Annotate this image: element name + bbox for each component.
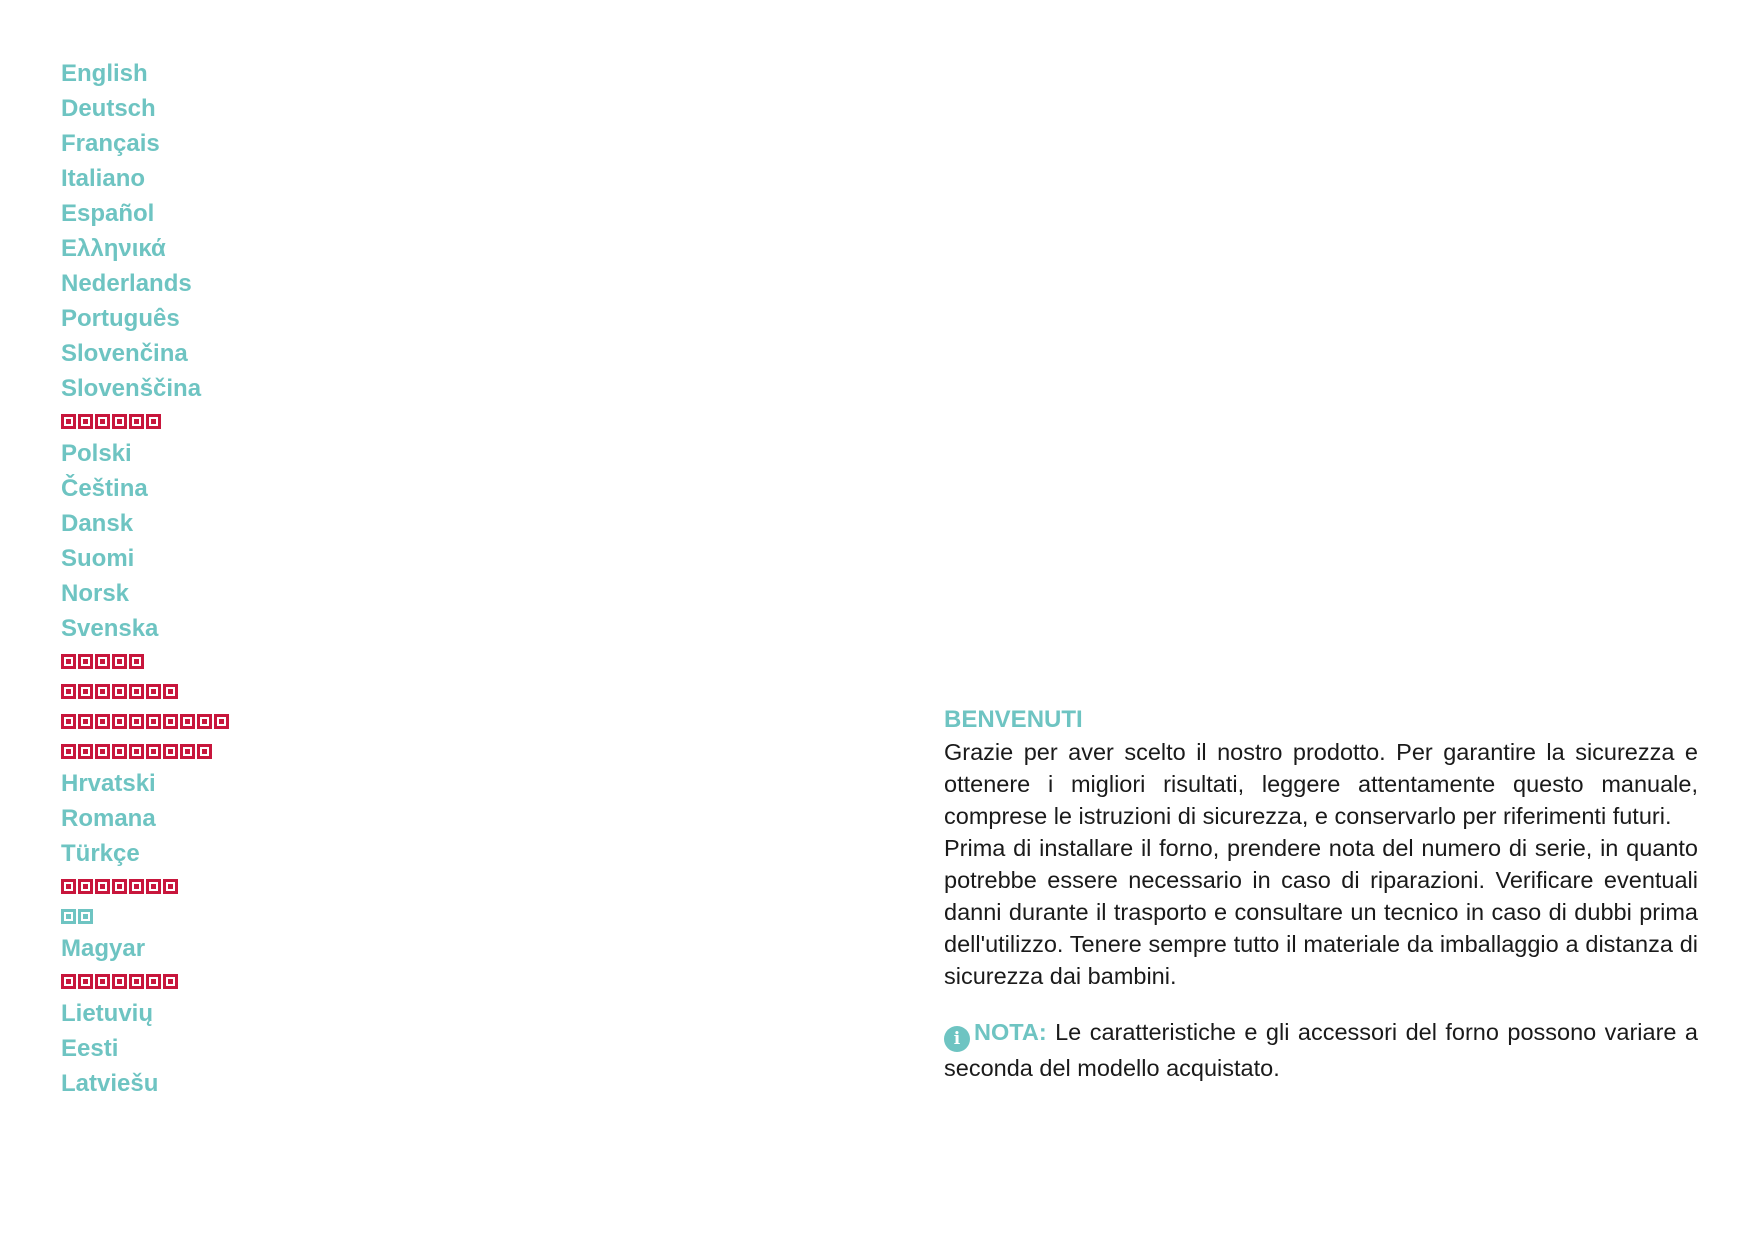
missing-glyph-row (61, 654, 144, 669)
language-link-latviesu[interactable]: Latviešu (61, 1070, 159, 1097)
missing-glyph-icon (112, 684, 127, 699)
missing-glyph-icon (61, 879, 76, 894)
welcome-section (944, 704, 1698, 1084)
missing-glyph-icon (61, 714, 76, 729)
installation-paragraph: Prima di installare il forno, prendere nota del numero di serie, in quanto potrebbe essere necessario in caso di riparazioni. Verificare eventuali danni durante il trasporto e consultare un tecnico in caso di dubbi prima dell'utilizzo. Tenere sempre tutto il materiale da imballaggio a distanza di sicurezza dai bambini. (944, 835, 1698, 989)
missing-glyph-icon (112, 654, 127, 669)
language-list (61, 56, 229, 1101)
language-link-nederlands[interactable]: Nederlands (61, 270, 192, 297)
missing-glyph-icon (61, 909, 76, 924)
missing-glyph-icon (78, 909, 93, 924)
missing-glyph-icon (95, 684, 110, 699)
language-link-svenska[interactable]: Svenska (61, 615, 159, 642)
language-link-romana[interactable]: Romana (61, 805, 156, 832)
note-text: Le caratteristiche e gli accessori del forno possono variare a seconda del modello acquistato. (944, 1019, 1698, 1081)
missing-glyph-icon (197, 714, 212, 729)
language-link-english[interactable]: English (61, 60, 148, 87)
language-link-cestina[interactable]: Čeština (61, 475, 148, 502)
language-link-hrvatski[interactable]: Hrvatski (61, 770, 156, 797)
missing-glyph-icon (129, 654, 144, 669)
language-link-espanol[interactable]: Español (61, 200, 155, 227)
language-link-suomi[interactable]: Suomi (61, 545, 135, 572)
missing-glyph-row (61, 414, 161, 429)
missing-glyph-icon (180, 744, 195, 759)
missing-glyph-row (61, 684, 178, 699)
language-link-missing-glyphs[interactable] (61, 871, 229, 901)
missing-glyph-icon (129, 974, 144, 989)
language-link-turkce[interactable]: Türkçe (61, 840, 140, 867)
missing-glyph-icon (112, 714, 127, 729)
missing-glyph-icon (163, 714, 178, 729)
language-link-norsk[interactable]: Norsk (61, 580, 130, 607)
missing-glyph-icon (95, 654, 110, 669)
missing-glyph-icon (163, 879, 178, 894)
missing-glyph-icon (163, 744, 178, 759)
missing-glyph-icon (78, 744, 93, 759)
missing-glyph-icon (95, 714, 110, 729)
missing-glyph-icon (95, 414, 110, 429)
language-link-polski[interactable]: Polski (61, 440, 132, 467)
note-block (944, 1016, 1698, 1084)
language-link-francais[interactable]: Français (61, 130, 160, 157)
missing-glyph-icon (146, 684, 161, 699)
language-link-missing-glyphs[interactable] (61, 901, 229, 931)
language-link-missing-glyphs[interactable] (61, 646, 229, 676)
missing-glyph-icon (163, 974, 178, 989)
missing-glyph-icon (129, 744, 144, 759)
language-link-missing-glyphs[interactable] (61, 736, 229, 766)
missing-glyph-row (61, 714, 229, 729)
welcome-paragraph: Grazie per aver scelto il nostro prodotto. Per garantire la sicurezza e ottenere i migliori risultati, leggere attentamente questo manuale, comprese le istruzioni di sicurezza, e conservarlo per riferimenti futuri. (944, 739, 1698, 829)
missing-glyph-icon (61, 744, 76, 759)
missing-glyph-icon (112, 744, 127, 759)
language-link-missing-glyphs[interactable] (61, 676, 229, 706)
missing-glyph-icon (112, 879, 127, 894)
language-link-italiano[interactable]: Italiano (61, 165, 146, 192)
language-link-missing-glyphs[interactable] (61, 706, 229, 736)
missing-glyph-icon (61, 974, 76, 989)
missing-glyph-icon (95, 974, 110, 989)
note-label: NOTA: (974, 1019, 1047, 1045)
missing-glyph-icon (129, 414, 144, 429)
missing-glyph-row (61, 909, 93, 924)
missing-glyph-row (61, 879, 178, 894)
missing-glyph-icon (78, 879, 93, 894)
missing-glyph-icon (61, 654, 76, 669)
missing-glyph-icon (146, 744, 161, 759)
missing-glyph-icon (129, 879, 144, 894)
language-link-slovenscina[interactable]: Slovenščina (61, 375, 202, 402)
missing-glyph-icon (129, 684, 144, 699)
missing-glyph-icon (61, 414, 76, 429)
missing-glyph-icon (78, 714, 93, 729)
missing-glyph-icon (78, 654, 93, 669)
missing-glyph-icon (129, 714, 144, 729)
missing-glyph-icon (146, 974, 161, 989)
language-link-missing-glyphs[interactable] (61, 406, 229, 436)
missing-glyph-icon (180, 714, 195, 729)
missing-glyph-icon (197, 744, 212, 759)
language-link-portugues[interactable]: Português (61, 305, 180, 332)
missing-glyph-icon (146, 879, 161, 894)
missing-glyph-icon (214, 714, 229, 729)
missing-glyph-icon (112, 974, 127, 989)
missing-glyph-icon (95, 879, 110, 894)
language-link-magyar[interactable]: Magyar (61, 935, 146, 962)
missing-glyph-icon (163, 684, 178, 699)
missing-glyph-icon (61, 684, 76, 699)
language-link-lietuviu[interactable]: Lietuvių (61, 1000, 154, 1027)
language-link-greek[interactable]: Ελληνικά (61, 235, 166, 262)
missing-glyph-row (61, 744, 212, 759)
missing-glyph-icon (146, 714, 161, 729)
language-link-eesti[interactable]: Eesti (61, 1035, 119, 1062)
language-link-missing-glyphs[interactable] (61, 966, 229, 996)
info-icon: i (944, 1026, 970, 1052)
missing-glyph-icon (78, 974, 93, 989)
language-link-dansk[interactable]: Dansk (61, 510, 134, 537)
welcome-title: BENVENUTI (944, 706, 1083, 733)
missing-glyph-icon (146, 414, 161, 429)
missing-glyph-icon (78, 414, 93, 429)
missing-glyph-icon (95, 744, 110, 759)
language-link-slovencina[interactable]: Slovenčina (61, 340, 188, 367)
language-link-deutsch[interactable]: Deutsch (61, 95, 156, 122)
missing-glyph-icon (78, 684, 93, 699)
missing-glyph-icon (112, 414, 127, 429)
missing-glyph-row (61, 974, 178, 989)
